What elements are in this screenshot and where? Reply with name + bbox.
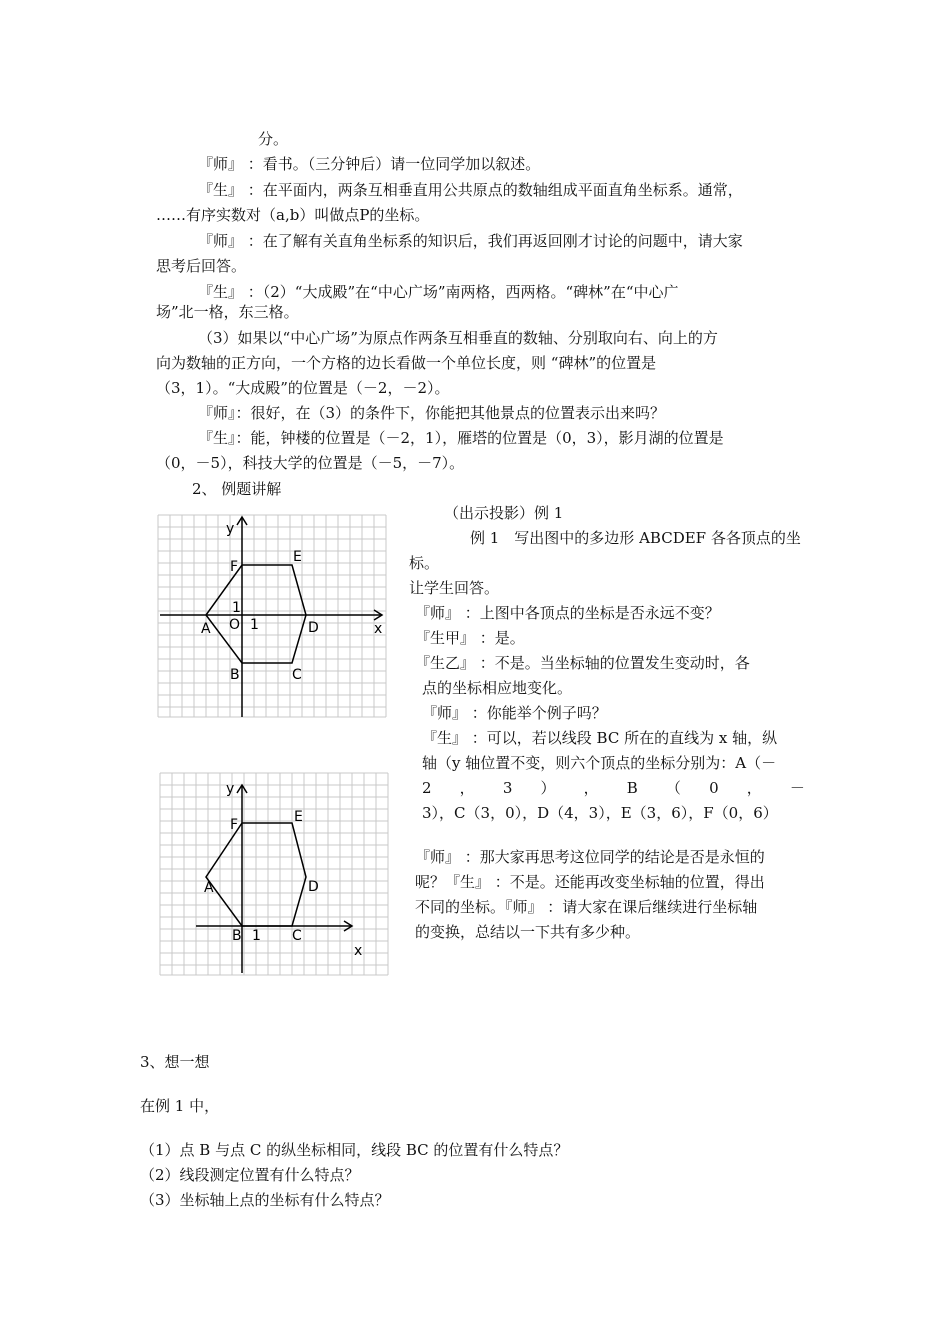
vertex-label-f: F [230, 559, 239, 575]
text-line: 『师』：很好，在（3）的条件下，你能把其他景点的位置表示出来吗？ [198, 404, 666, 422]
origin-label: O [229, 617, 241, 633]
unit-label-x: 1 [252, 928, 261, 944]
text-line: 『师』 ：你能举个例子吗？ [422, 704, 607, 722]
text-line: 的变换，总结以一下共有多少种。 [415, 923, 641, 941]
justified-token: B [626, 779, 638, 797]
text-line: （出示投影）例 1 [444, 504, 564, 522]
text-line: 轴（y 轴位置不变，则六个顶点的坐标分别为：A（－ [422, 754, 777, 772]
text-line: 3），C（3，0），D（4，3），E（3，6），F（0，6） [422, 804, 778, 822]
vertex-label-d: D [308, 620, 319, 636]
question-1: （1）点 B 与点 C 的纵坐标相同，线段 BC 的位置有什么特点？ [140, 1141, 569, 1159]
text-line: 『生』：能，钟楼的位置是（－2，1），雁塔的位置是（0，3），影月湖的位置是 [198, 429, 724, 447]
justified-token: ， [459, 779, 475, 797]
vertex-label-a: A [204, 880, 214, 896]
vertex-label-d: D [308, 879, 319, 895]
text-line: 『师』 ：在了解有关直角坐标系的知识后，我们再返回刚才讨论的问题中，请大家 [198, 232, 743, 250]
vertex-label-e: E [294, 809, 303, 825]
y-axis-label: y [226, 781, 235, 797]
text-line: 『生』 ：在平面内，两条互相垂直用公共原点的数轴组成平面直角坐标系。通常， [198, 181, 743, 199]
unit-label-y: 1 [232, 600, 241, 616]
x-axis-label: x [354, 943, 363, 959]
y-axis-label: y [226, 521, 235, 537]
justified-token: 3 [502, 779, 513, 797]
vertex-label-b: B [230, 667, 240, 683]
text-line: （3）如果以“中心广场”为原点作两条互相垂直的数轴、分别取向右、向上的方 [198, 329, 718, 347]
text-line: 点的坐标相应地变化。 [422, 679, 573, 697]
question-2: （2）线段测定位置有什么特点？ [140, 1166, 360, 1184]
text-line: 让学生回答。 [409, 579, 500, 597]
justified-token: 2 [422, 779, 432, 797]
text-line: 『师』 ：那大家再思考这位同学的结论是否是永恒的 [415, 848, 765, 866]
question-3: （3）坐标轴上点的坐标有什么特点？ [140, 1191, 390, 1209]
text-line: 『师』 ：上图中各顶点的坐标是否永远不变？ [415, 604, 720, 622]
x-axis-label: x [374, 621, 383, 637]
vertex-label-b: B [232, 928, 242, 944]
vertex-label-f: F [230, 817, 239, 833]
unit-label-x: 1 [250, 617, 259, 633]
justified-token: ） [540, 779, 556, 797]
text-line: 『师』 ：看书。（三分钟后）请一位同学加以叙述。 [198, 155, 541, 173]
justified-token: － [789, 779, 805, 797]
text-line: 『生乙』 ：不是。当坐标轴的位置发生变动时，各 [415, 654, 750, 672]
section-heading: 3、想一想 [140, 1053, 210, 1071]
text-line: 『生甲』 ：是。 [415, 629, 525, 647]
text-line: （0，－5），科技大学的位置是（－5，－7）。 [156, 454, 465, 472]
vertex-label-c: C [292, 667, 302, 683]
text-line: 不同的坐标。『师』 ：请大家在课后继续进行坐标轴 [415, 898, 758, 916]
text-line: 呢？『生』 ：不是。还能再改变坐标轴的位置，得出 [415, 873, 765, 891]
justified-token: （ [665, 779, 681, 797]
vertex-label-a: A [201, 621, 211, 637]
justified-token: ， [746, 779, 762, 797]
text-line: 场”北一格，东三格。 [156, 303, 299, 321]
text-line: ……有序实数对（a,b）叫做点P的坐标。 [156, 206, 430, 224]
vertex-label-e: E [293, 549, 302, 565]
grid-1 [158, 515, 386, 717]
text-line: 『生』 ：（2）“大成殿”在“中心广场”南两格，西两格。“碑林”在“中心广 [198, 283, 679, 301]
text-line: 分。 [258, 130, 289, 148]
text-line: 向为数轴的正方向，一个方格的边长看做一个单位长度，则 “碑林”的位置是 [156, 354, 657, 372]
text-line: 在例 1 中， [140, 1097, 220, 1115]
text-line: 例 1 写出图中的多边形 ABCDEF 各各顶点的坐 [470, 529, 801, 547]
justified-token: 0 [709, 779, 719, 797]
coordinate-figure-1 [150, 505, 400, 725]
vertex-label-c: C [292, 928, 302, 944]
justified-token: ， [583, 779, 599, 797]
text-line: （3，1）。“大成殿”的位置是（－2，－2）。 [156, 379, 450, 397]
justified-line [422, 778, 805, 798]
section-heading: 2、 例题讲解 [192, 480, 282, 498]
coordinate-figure-2 [150, 765, 400, 985]
text-line: 思考后回答。 [156, 257, 247, 275]
polygon-abcdef [206, 565, 306, 663]
text-line: 『生』 ：可以，若以线段 BC 所在的直线为 x 轴，纵 [422, 729, 778, 747]
text-line: 标。 [409, 554, 440, 572]
